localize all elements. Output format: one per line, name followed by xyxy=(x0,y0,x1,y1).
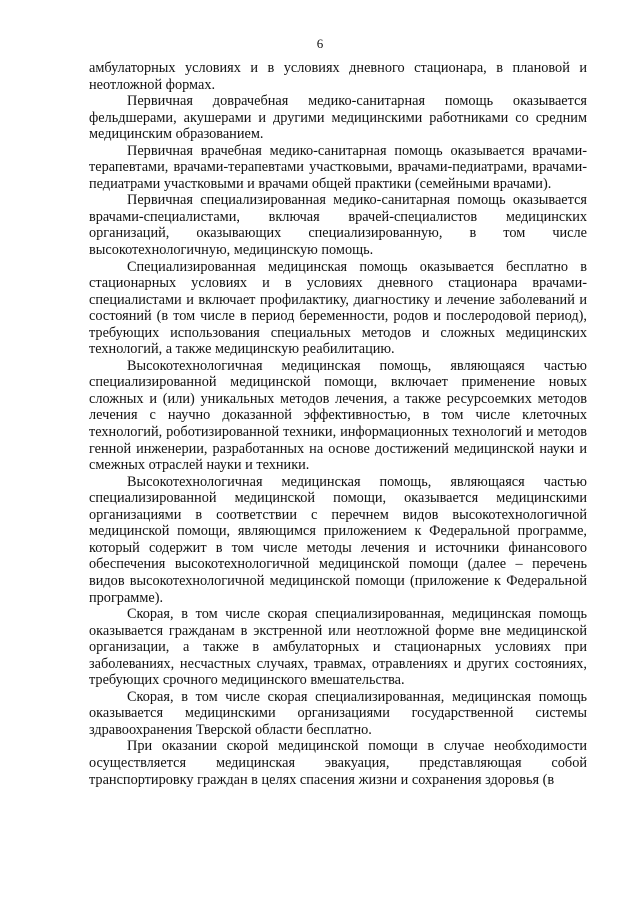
paragraph: амбулаторных условиях и в условиях дневного стационара, в плановой и неотложной формах. xyxy=(89,60,587,93)
paragraph: Специализированная медицинская помощь оказывается бесплатно в стационарных условиях и в условиях дневного стационара врачами-специалистами и включает профилактику, диагностику и лечение заболеваний и состояний (в том числе в период беременности, родов и послеродовой период), требующих использования специальных методов и сложных медицинских технологий, а также медицинскую реабилитацию. xyxy=(89,258,587,358)
paragraph: Скорая, в том числе скорая специализированная, медицинская помощь оказывается медицинскими организациями государственной системы здравоохранения Тверской области бесплатно. xyxy=(89,688,587,738)
paragraph: Высокотехнологичная медицинская помощь, являющаяся частью специализированной медицинской помощи, включает применение новых сложных и (или) уникальных методов лечения, а также ресурсоемких методов лечения с научно доказанной эффективностью, в том числе клеточных технологий, роботизированной техники, информационных технологий и методов генной инженерии, разработанных на основе достижений медицинской науки и смежных отраслей науки и техники. xyxy=(89,357,587,474)
page-number: 6 xyxy=(316,36,324,51)
paragraph: Первичная доврачебная медико-санитарная помощь оказывается фельдшерами, акушерами и другими медицинскими работниками со средним медицинским образованием. xyxy=(89,93,587,143)
paragraph: Первичная врачебная медико-санитарная помощь оказывается врачами-терапевтами, врачами-терапевтами участковыми, врачами-педиатрами, врачами-педиатрами участковыми и врачами общей практики (семейными врачами). xyxy=(89,142,587,192)
paragraph: Скорая, в том числе скорая специализированная, медицинская помощь оказывается гражданам в экстренной или неотложной форме вне медицинской организации, а также в амбулаторных и стационарных условиях при заболеваниях, несчастных случаях, травмах, отравлениях и других состояниях, требующих срочного медицинского вмешательства. xyxy=(89,606,587,689)
document-body xyxy=(89,60,587,788)
paragraph: Первичная специализированная медико-санитарная помощь оказывается врачами-специалистами, включая врачей-специалистов медицинских организаций, оказывающих специализированную, в том числе высокотехнологичную, медицинскую помощь. xyxy=(89,192,587,259)
paragraph: Высокотехнологичная медицинская помощь, являющаяся частью специализированной медицинской помощи, оказывается медицинскими организациями в соответствии с перечнем видов высокотехнологичной медицинской помощи, являющимся приложением к Федеральной программе, который содержит в том числе методы лечения и источники финансового обеспечения высокотехнологичной медицинской помощи (далее – перечень видов высокотехнологичной медицинской помощи (приложение к Федеральной программе). xyxy=(89,473,587,606)
paragraph: При оказании скорой медицинской помощи в случае необходимости осуществляется медицинская эвакуация, представляющая собой транспортировку граждан в целях спасения жизни и сохранения здоровья (в xyxy=(89,738,587,788)
